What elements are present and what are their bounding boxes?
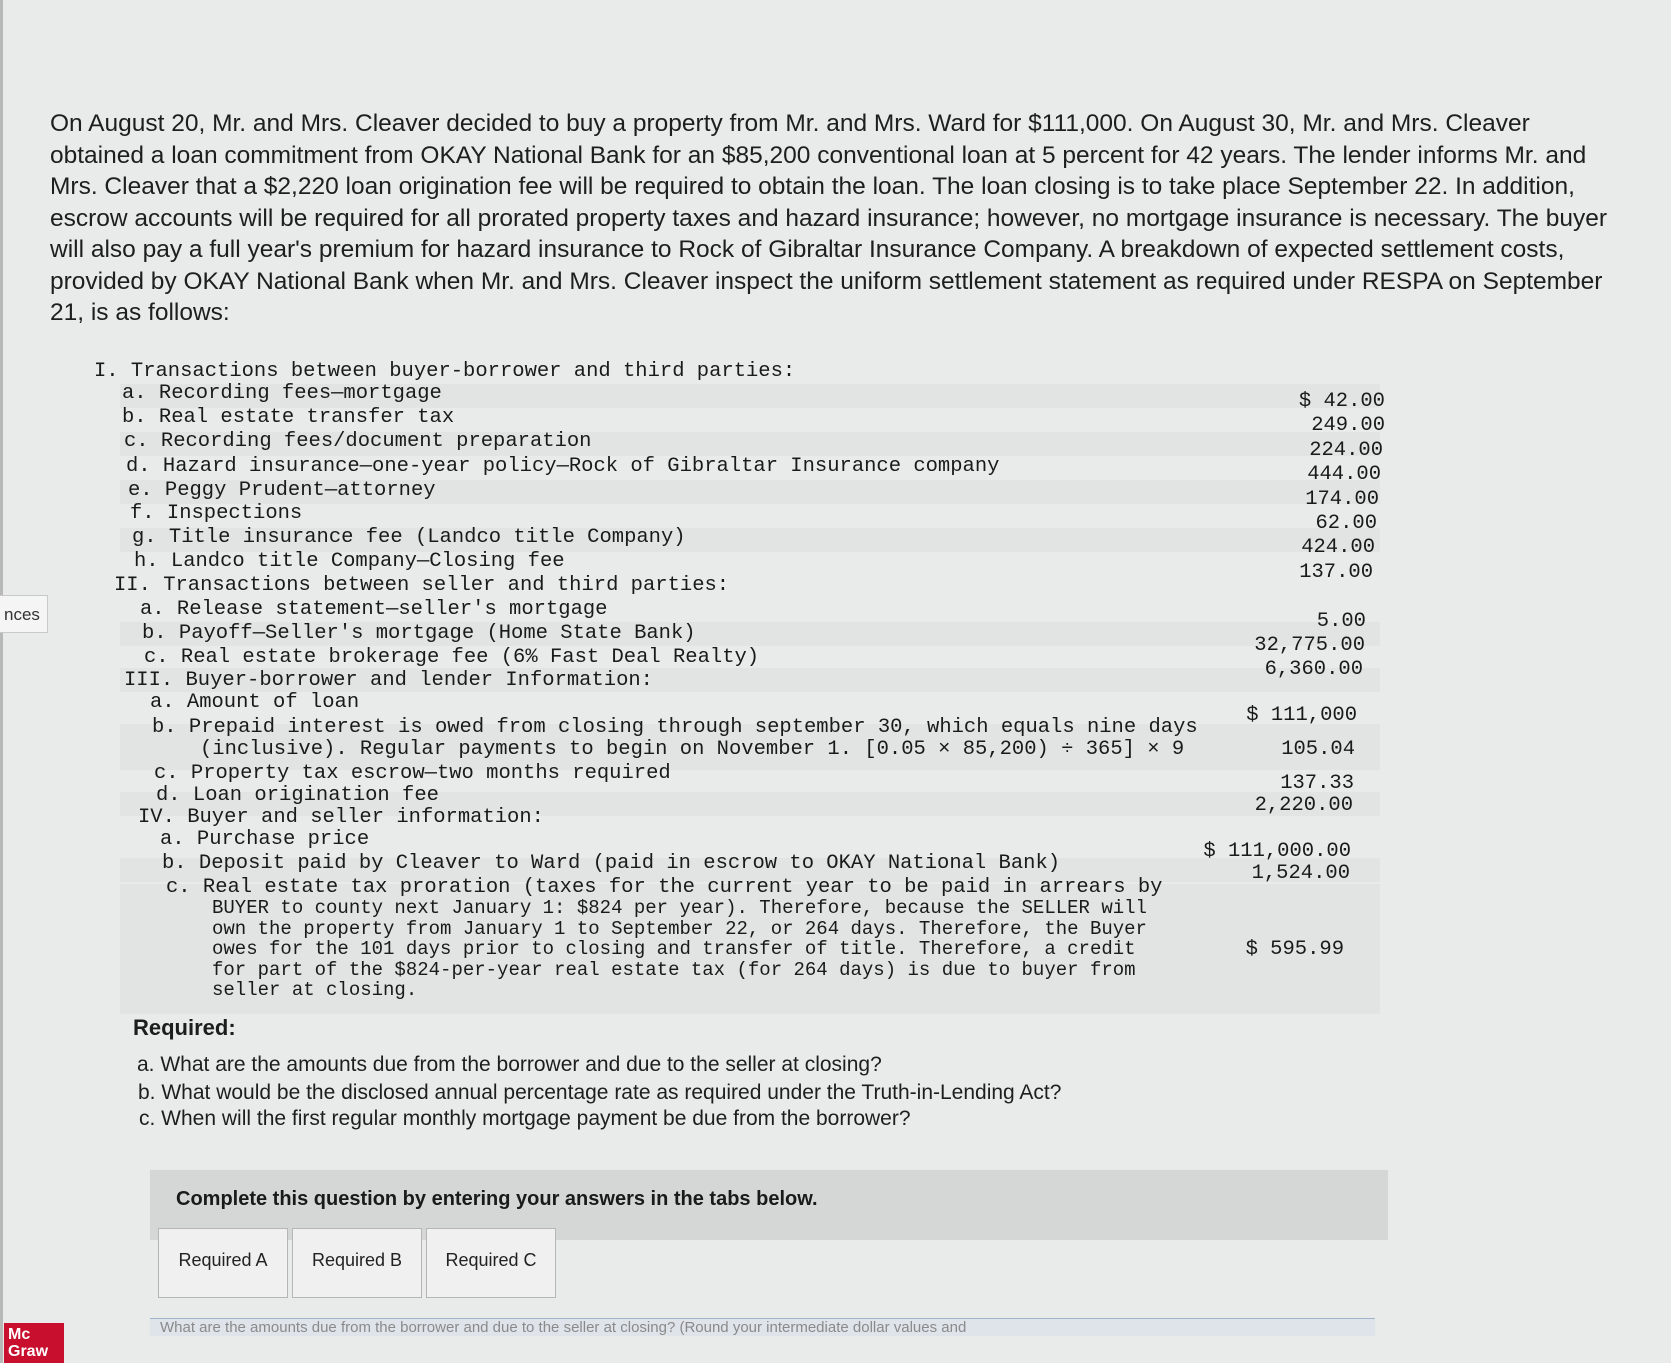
amount: 137.33 — [1280, 772, 1354, 795]
amount: $ 111,000.00 — [1203, 840, 1351, 863]
line-item: h. Landco title Company—Closing fee — [134, 550, 565, 573]
section-3-heading: III. Buyer-borrower and lender Information: — [124, 669, 653, 692]
amount: 249.00 — [1311, 414, 1385, 437]
amount: 105.04 — [1281, 738, 1355, 761]
amount: 32,775.00 — [1254, 634, 1365, 657]
line-item: a. Purchase price — [160, 828, 370, 851]
line-item: b. Real estate transfer tax — [122, 406, 455, 429]
amount: 424.00 — [1301, 536, 1375, 559]
amount: 174.00 — [1305, 488, 1379, 511]
line-item: a. Release statement—seller's mortgage — [140, 598, 608, 621]
amount: 224.00 — [1309, 439, 1383, 462]
amount: 1,524.00 — [1251, 862, 1350, 885]
logo-line-2: Graw — [8, 1343, 49, 1360]
question-a: a. What are the amounts due from the borrower and due to the seller at closing? — [137, 1053, 882, 1076]
question-b: b. What would be the disclosed annual percentage rate as required under the Truth-in-Lending Act? — [138, 1081, 1062, 1104]
amount: $ 595.99 — [1245, 938, 1344, 961]
line-item: g. Title insurance fee (Landco title Company) — [132, 526, 686, 549]
amount: 444.00 — [1307, 463, 1381, 486]
line-item: c. Real estate tax proration (taxes for the current year to be paid in arrears by — [166, 876, 1163, 899]
question-c: c. When will the first regular monthly mortgage payment be due from the borrower? — [139, 1107, 911, 1130]
tab-required-b[interactable]: Required B — [292, 1228, 422, 1298]
section-1-heading: I. Transactions between buyer-borrower and third parties: — [94, 360, 796, 383]
tab-required-a[interactable]: Required A — [158, 1228, 288, 1298]
line-item: b. Payoff—Seller's mortgage (Home State Bank) — [142, 622, 696, 645]
logo-line-1: Mc — [8, 1326, 31, 1343]
line-item: c. Real estate brokerage fee (6% Fast Deal Realty) — [144, 646, 760, 669]
line-item-detail: BUYER to county next January 1: $824 per year). Therefore, because the SELLER will own the property from January 1 to September 22, or 264 days. Therefore, the Buyer owes for the 101 days prior to closing and transfer of title. Therefore, a credit for part of the $824-per-year real estate tax (for 264 days) is due to buyer from seller at closing. — [212, 897, 1147, 1001]
section-4-heading: IV. Buyer and seller information: — [138, 806, 544, 829]
amount: 6,360.00 — [1264, 658, 1363, 681]
amount: 2,220.00 — [1254, 794, 1353, 817]
line-item: d. Hazard insurance—one-year policy—Rock of Gibraltar Insurance company — [126, 455, 1000, 478]
line-item: c. Property tax escrow—two months required — [154, 762, 671, 785]
amount: 137.00 — [1299, 561, 1373, 584]
mcgraw-logo — [4, 1323, 64, 1363]
section-2-heading: II. Transactions between seller and third parties: — [114, 574, 730, 597]
line-item: f. Inspections — [130, 502, 303, 525]
line-item: b. Prepaid interest is owed from closing through september 30, which equals nine days — [152, 716, 1198, 739]
line-item: e. Peggy Prudent—attorney — [128, 479, 436, 502]
side-tab-references[interactable]: nces — [0, 595, 48, 633]
amount: $ 42.00 — [1298, 390, 1385, 413]
instruction-text: Complete this question by entering your answers in the tabs below. — [176, 1188, 818, 1210]
line-item: c. Recording fees/document preparation — [124, 430, 592, 453]
line-item: a. Amount of loan — [150, 691, 360, 714]
amount: $ 111,000 — [1246, 704, 1357, 727]
amount: 62.00 — [1315, 512, 1377, 535]
required-heading: Required: — [133, 1015, 236, 1040]
amount: 5.00 — [1316, 610, 1366, 633]
line-item: (inclusive). Regular payments to begin on November 1. [0.05 × 85,200) ÷ 365] × 9 — [200, 738, 1185, 761]
tab-question-text: What are the amounts due from the borrower and due to the seller at closing? (Round your intermediate dollar values and — [150, 1318, 1375, 1336]
line-item: d. Loan origination fee — [156, 784, 439, 807]
line-item: a. Recording fees—mortgage — [122, 382, 442, 405]
tab-required-c[interactable]: Required C — [426, 1228, 556, 1298]
problem-statement: On August 20, Mr. and Mrs. Cleaver decided to buy a property from Mr. and Mrs. Ward for $111,000. On August 30, Mr. and Mrs. Cleaver obtained a loan commitment from OKAY National Bank for an $85,200 conventional loan at 5 percent for 42 years. The lender informs Mr. and Mrs. Cleaver that a $2,220 loan origination fee will be required to obtain the loan. The loan closing is to take place September 22. In addition, escrow accounts will be required for all prorated property taxes and hazard insurance; however, no mortgage insurance is necessary. The buyer will also pay a full year's premium for hazard insurance to Rock of Gibraltar Insurance Company. A breakdown of expected settlement costs, provided by OKAY National Bank when Mr. and Mrs. Cleaver inspect the uniform settlement statement as required under RESPA on September 21, is as follows: — [50, 110, 1608, 326]
line-item: b. Deposit paid by Cleaver to Ward (paid in escrow to OKAY National Bank) — [162, 852, 1061, 875]
